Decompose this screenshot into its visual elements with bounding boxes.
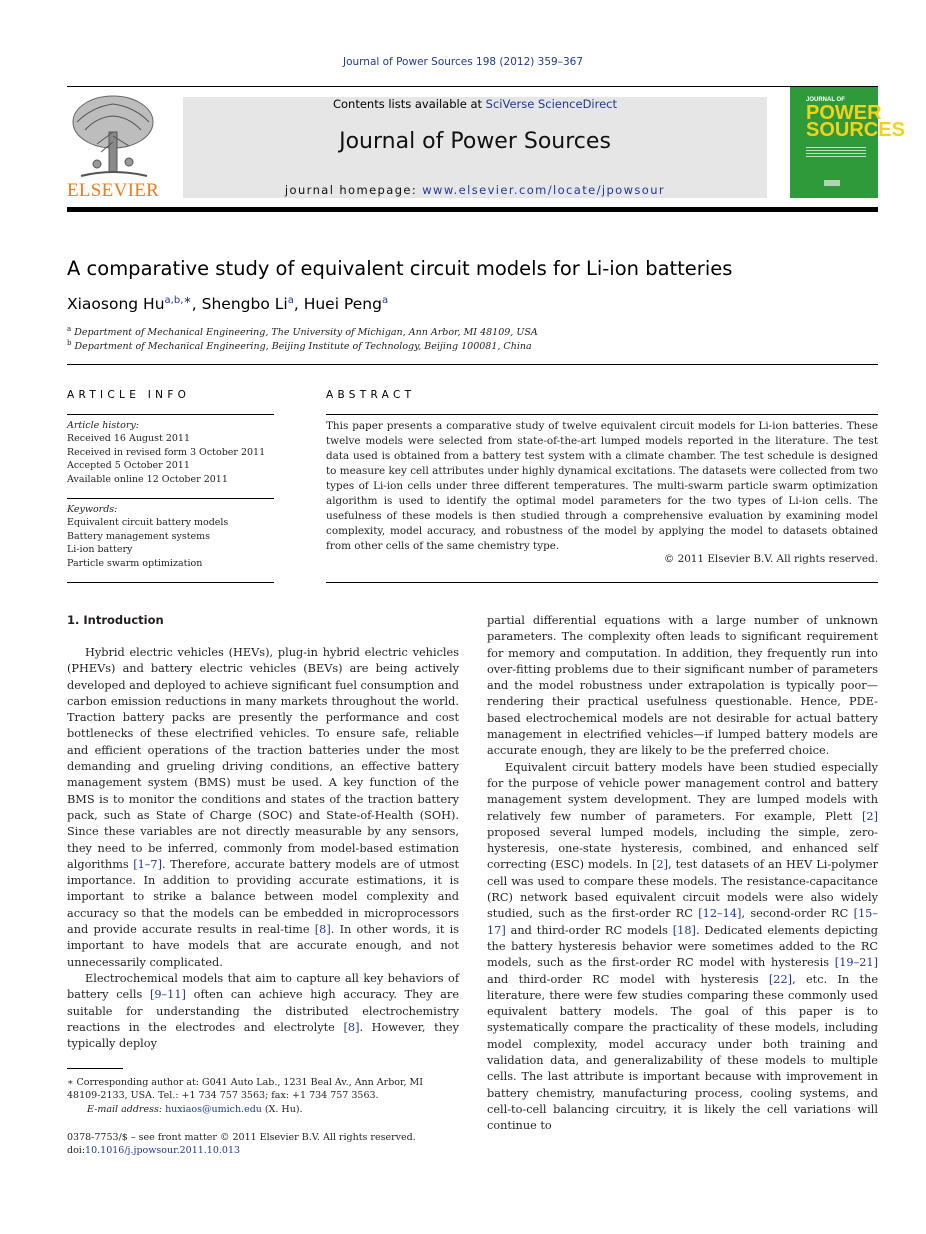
journal-banner [183, 97, 767, 198]
section-heading-introduction: 1. Introduction [67, 613, 164, 627]
author-name: Huei Peng [303, 295, 382, 314]
cover-title-line1: POWER [806, 102, 882, 124]
top-rule [67, 86, 878, 87]
doi-line [67, 1144, 416, 1157]
article-info-rule [67, 414, 274, 415]
article-info-rule [67, 498, 274, 499]
email-suffix: (X. Hu). [261, 1103, 303, 1115]
author-affil-link[interactable]: a [287, 295, 294, 306]
elsevier-wordmark: ELSEVIER [67, 180, 160, 201]
author-name: Shengbo Li [201, 295, 288, 314]
keyword-item: Li-ion battery [67, 544, 133, 556]
affiliation-text: Department of Mechanical Engineering, The University of Michigan, Ann Arbor, MI 48109, USA [74, 327, 538, 339]
contents-prefix: Contents lists available at [332, 97, 486, 111]
article-info-heading: ARTICLE INFO [67, 389, 191, 401]
cover-text-lines [806, 147, 866, 159]
abstract-rule [326, 414, 878, 415]
body-paragraph: Equivalent circuit battery models have been studied especially for the purpose of vehicle power management control and battery management system development. They are lumped models with relatively few number of parameters. For example, Plett [2] proposed several lumped models, including the simple, zero-hysteresis, one-state hysteresis, combined, and enhanced self correcting (ESC) models. In [2], test datasets of an HEV Li-polymer cell was used to compare these models. The resistance-capacitance (RC) network based equivalent circuit models were also widely studied, such as the first-order RC [12–14], second-order RC [15–17] and third-order RC models [18]. Dedicated elements depicting the battery hysteresis behavior were sometimes added to the RC models, such as the first-order RC model with hysteresis [19–21] and third-order RC model with hysteresis [22], etc. In the literature, there were few studies comparing these commonly used equivalent battery models. The goal of this paper is to systematically compare the practicality of these models, including model complexity, model accuracy under both training and validation data, and generalizability of these models to multiple cells. The last attribute is important because with improvement in battery chemistry, manufacturing process, cooling systems, and cell-to-cell balancing circuitry, it is likely the cell variations will continue to [487, 760, 879, 1133]
corresponding-author-footnote [67, 1076, 459, 1116]
homepage-link[interactable]: www.elsevier.com/locate/jpowsour [422, 183, 666, 197]
history-label: Article history: [67, 420, 139, 431]
keywords-label: Keywords: [67, 504, 118, 515]
cover-title-line2: SOURCES [806, 119, 905, 141]
cover-small-text: JOURNAL OF [806, 97, 845, 103]
header-thick-rule [67, 207, 878, 212]
affiliation-marker: b [67, 339, 72, 347]
contents-line [183, 97, 767, 111]
citation-reference-link[interactable]: [18] [672, 923, 696, 937]
citation-reference-link[interactable]: [1–7] [133, 857, 163, 871]
abstract-text: This paper presents a comparative study of twelve equivalent circuit models for Li-ion batteries. These twelve models were selected from state-of-the-art lumped models reported in the literature. The test data used is obtained from a battery test system with a climate chamber. The test schedule is designed to measure key cell attributes under highly dynamical excitations. The datasets were collected from two types of Li-ion cells under three different temperatures. The multi-swarm particle swarm optimization algorithm is used to identify the optimal model parameters for the two types of Li-ion cells. The usefulness of these models is then studied through a comprehensive evaluation by examining model complexity, model accuracy, and robustness of the model by applying the model to datasets obtained from other cells of the same chemistry type. [326, 420, 878, 552]
body-paragraph: Electrochemical models that aim to capture all key behaviors of battery cells [9–11] often can achieve high accuracy. They are suitable for understanding the distributed electrochemistry reactions in the electrodes and electrolyte [8]. However, they typically deploy [67, 971, 460, 1051]
elsevier-logo[interactable] [67, 92, 159, 202]
issn-line: 0378-7753/$ – see front matter © 2011 Elsevier B.V. All rights reserved. [67, 1132, 416, 1143]
sciencedirect-link[interactable]: SciVerse ScienceDirect [485, 97, 618, 111]
paper-title: A comparative study of equivalent circuit models for Li-ion batteries [67, 257, 733, 280]
citation-reference-link[interactable]: [2] [861, 809, 878, 823]
email-line [67, 1103, 459, 1116]
body-column-left [67, 645, 459, 1052]
homepage-prefix: journal homepage: [284, 183, 423, 197]
cover-logo-mark [824, 180, 840, 186]
citation-link[interactable]: Journal of Power Sources 198 (2012) 359–367 [342, 56, 584, 68]
doi-prefix: doi: [67, 1145, 86, 1157]
author-name: Xiaosong Hu [67, 295, 165, 314]
affiliation-text: Department of Mechanical Engineering, Beijing Institute of Technology, Beijing 100081, China [74, 341, 532, 353]
journal-title: Journal of Power Sources [339, 129, 611, 154]
citation-reference-link[interactable]: [15–17] [487, 907, 879, 937]
doi-link[interactable]: 10.1016/j.jpowsour.2011.10.013 [85, 1145, 241, 1157]
citation-reference-link[interactable]: [8] [343, 1020, 360, 1034]
affiliation-marker: a [67, 325, 72, 333]
email-link[interactable]: huxiaos@umich.edu [165, 1103, 262, 1115]
cover-title [806, 102, 905, 141]
citation-reference-link[interactable]: [2] [652, 858, 669, 872]
copyright-notice: © 2011 Elsevier B.V. All rights reserved. [663, 553, 878, 565]
section-rule [67, 364, 878, 365]
elsevier-tree-icon [67, 92, 159, 182]
author-affil-link[interactable]: a,b,∗ [164, 295, 192, 306]
keywords [67, 503, 228, 570]
journal-homepage [183, 183, 767, 197]
journal-citation[interactable] [0, 56, 926, 68]
author-list [67, 295, 388, 313]
body-paragraph: Hybrid electric vehicles (HEVs), plug-in hybrid electric vehicles (PHEVs) and battery electric vehicles (BEVs) are being actively developed and deployed to achieve significant fuel consumption and carbon emission reductions in many markets throughout the world. Traction battery packs are presently the performance and cost bottlenecks of these electrified vehicles. To ensure safe, reliable and efficient operations of the traction batteries under the most demanding and grueling driving conditions, an effective battery management system (BMS) must be used. A key function of the BMS is to monitor the conditions and states of the traction battery pack, such as State of Charge (SOC) and State-of-Health (SOH). Since these variables are not directly measurable by any sensors, they need to be inferred, commonly from model-based estimation algorithms [1–7]. Therefore, accurate battery models are of utmost importance. In addition to providing accurate estimations, it is important to strike a balance between model complexity and accuracy so that the models can be embedded in microprocessors and provide accurate results in real-time [8]. In other words, it is important to have models that are accurate enough, and not unnecessarily complicated. [67, 646, 460, 969]
citation-reference-link[interactable]: [12–14] [698, 907, 742, 921]
citation-reference-link[interactable]: [22] [768, 972, 793, 986]
citation-reference-link[interactable]: [8] [314, 923, 331, 937]
article-info-rule [67, 582, 274, 583]
history-item: Received in revised form 3 October 2011 [67, 446, 266, 458]
keyword-item: Particle swarm optimization [67, 557, 203, 569]
author-separator: , [191, 295, 202, 314]
corresponding-author-text: ∗ Corresponding author at: G041 Auto Lab., 1231 Beal Av., Ann Arbor, MI 48109-2133, USA. Tel.: +1 734 757 3563; fax: +1 734 757 3563. [67, 1077, 424, 1102]
author-separator: , [293, 295, 304, 314]
citation-reference-link[interactable]: [9–11] [149, 988, 186, 1002]
keyword-item: Battery management systems [67, 530, 211, 542]
citation-reference-link[interactable]: [19–21] [834, 956, 878, 970]
issn-doi-block [67, 1131, 416, 1158]
article-history [67, 419, 265, 486]
affiliation [67, 325, 538, 338]
history-item: Received 16 August 2011 [67, 433, 191, 445]
history-item: Available online 12 October 2011 [67, 473, 228, 485]
affiliation [67, 339, 532, 352]
journal-cover-thumbnail[interactable] [790, 87, 905, 198]
body-column-right [487, 613, 878, 1135]
history-item: Accepted 5 October 2011 [67, 460, 190, 472]
email-label: E-mail address: [87, 1103, 166, 1115]
body-paragraph: partial differential equations with a large number of unknown parameters. The complexity often leads to significant requirement for memory and computation. In addition, they frequently run into over-fitting problems due to their significant number of parameters and the model robustness under extrapolation is typically poor—rendering their practical usefulness questionable. Hence, PDE-based electrochemical models are not desirable for actual battery management in electrified vehicles—if lumped battery models are accurate enough, they are likely to be the preferred choice. [487, 614, 878, 758]
footnote-rule [67, 1068, 123, 1069]
abstract-rule [326, 582, 878, 583]
author-affil-link[interactable]: a [381, 295, 389, 306]
keyword-item: Equivalent circuit battery models [67, 517, 229, 529]
abstract-heading: ABSTRACT [326, 389, 416, 401]
